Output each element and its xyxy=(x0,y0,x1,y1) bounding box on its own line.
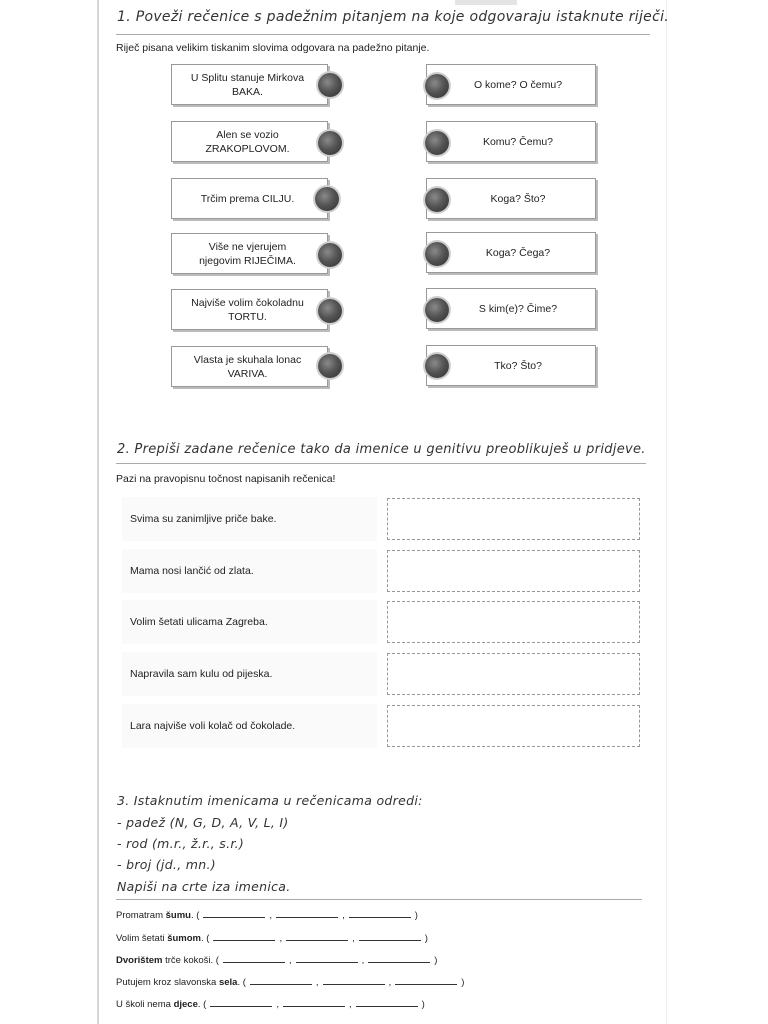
right-connector-dot[interactable] xyxy=(425,298,449,322)
answer-blank[interactable] xyxy=(210,998,272,1007)
left-sentence-line2: ZRAKOPLOVOM. xyxy=(205,142,290,155)
left-sentence-box xyxy=(171,64,328,105)
section1-instruction: Riječ pisana velikim tiskanim slovima odgovara na padežno pitanje. xyxy=(116,42,430,54)
exercise-line xyxy=(116,909,418,921)
left-sentence-line2: TORTU. xyxy=(228,310,267,323)
sentence-row: Mama nosi lančić od zlata. xyxy=(122,549,377,593)
left-connector-dot[interactable] xyxy=(318,299,342,323)
answer-blank[interactable] xyxy=(368,954,430,963)
answer-blank[interactable] xyxy=(223,954,285,963)
comma: , xyxy=(315,977,319,988)
right-connector-dot[interactable] xyxy=(425,188,449,212)
left-sentence-box xyxy=(171,178,328,219)
case-question-box: S kim(e)? Čime? xyxy=(426,288,596,329)
right-connector-dot[interactable] xyxy=(425,74,449,98)
left-sentence-line1: Najviše volim čokoladnu xyxy=(191,296,304,309)
case-question-box: Koga? Što? xyxy=(426,178,596,219)
case-question-box: Komu? Čemu? xyxy=(426,121,596,162)
right-connector-dot[interactable] xyxy=(425,354,449,378)
comma: , xyxy=(276,999,279,1010)
section2-divider xyxy=(116,463,646,464)
left-connector-dot[interactable] xyxy=(318,243,342,267)
close-paren: ) xyxy=(434,955,438,966)
left-sentence-box xyxy=(171,233,328,274)
section3-divider xyxy=(116,899,642,900)
right-connector-dot[interactable] xyxy=(425,242,449,266)
page-left-border xyxy=(97,0,99,1024)
answer-blank[interactable] xyxy=(213,932,275,941)
answer-blank[interactable] xyxy=(356,998,418,1007)
comma: , xyxy=(342,910,345,921)
answer-blank[interactable] xyxy=(359,932,421,941)
close-paren: ) xyxy=(414,910,418,921)
answer-blank[interactable] xyxy=(250,976,312,985)
answer-box[interactable] xyxy=(387,705,640,747)
left-connector-dot[interactable] xyxy=(315,187,339,211)
comma: , xyxy=(269,910,273,921)
exercise-text: Promatram xyxy=(116,910,166,921)
top-tab xyxy=(455,0,517,5)
sentence-row: Lara najviše voli kolač od čokolade. xyxy=(122,704,377,748)
exercise-text: Volim šetati xyxy=(116,933,168,944)
sentence-row: Napravila sam kulu od pijeska. xyxy=(122,652,377,696)
left-sentence-box xyxy=(171,346,328,387)
answer-blank[interactable] xyxy=(276,909,338,918)
exercise-text: . ( xyxy=(201,933,210,944)
section2-instruction: Pazi na pravopisnu točnost napisanih rečenica! xyxy=(116,473,336,485)
comma: , xyxy=(361,955,365,966)
answer-box[interactable] xyxy=(387,550,640,592)
left-sentence-box xyxy=(171,289,328,330)
sentence-row: Volim šetati ulicama Zagreba. xyxy=(122,600,377,644)
exercise-text: . ( xyxy=(237,977,246,988)
exercise-noun: šumu xyxy=(165,910,191,921)
section1-title: 1. Poveži rečenice s padežnim pitanjem na koje odgovaraju istaknute riječi. xyxy=(117,9,670,25)
exercise-text: . ( xyxy=(190,910,200,921)
left-sentence-line1: Alen se vozio xyxy=(216,128,279,141)
sentence-row: Svima su zanimljive priče bake. xyxy=(122,497,377,541)
exercise-text: U školi nema xyxy=(116,999,174,1010)
left-sentence-line1: Vlasta je skuhala lonac xyxy=(193,353,302,366)
exercise-noun: šumom xyxy=(167,933,202,944)
section3-line: - padež (N, G, D, A, V, L, I) xyxy=(117,815,289,830)
comma: , xyxy=(348,999,352,1010)
exercise-text: trče kokoši. ( xyxy=(162,955,219,966)
exercise-line xyxy=(116,932,428,944)
close-paren: ) xyxy=(424,933,428,944)
exercise-noun: sela xyxy=(218,977,238,988)
answer-blank[interactable] xyxy=(323,976,385,985)
left-connector-dot[interactable] xyxy=(318,73,342,97)
right-connector-dot[interactable] xyxy=(425,131,449,155)
answer-blank[interactable] xyxy=(395,976,457,985)
close-paren: ) xyxy=(461,977,465,988)
exercise-text: . ( xyxy=(197,999,207,1010)
answer-box[interactable] xyxy=(387,601,640,643)
case-question-box: O kome? O čemu? xyxy=(426,64,596,105)
section3-line: Napiši na crte iza imenica. xyxy=(117,879,291,894)
exercise-noun: Dvorištem xyxy=(116,955,163,966)
exercise-text: Putujem kroz slavonska xyxy=(116,977,219,988)
comma: , xyxy=(279,933,283,944)
left-sentence-line1: U Splitu stanuje Mirkova xyxy=(190,71,305,84)
left-connector-dot[interactable] xyxy=(318,131,342,155)
case-question-box: Tko? Što? xyxy=(426,345,596,386)
close-paren: ) xyxy=(421,999,425,1010)
exercise-noun: djece xyxy=(173,999,198,1010)
answer-blank[interactable] xyxy=(283,998,345,1007)
case-question-box: Koga? Čega? xyxy=(426,232,596,273)
answer-blank[interactable] xyxy=(296,954,358,963)
left-sentence-line2: BAKA. xyxy=(232,85,263,98)
section2-title: 2. Prepiši zadane rečenice tako da imenice u genitivu preoblikuješ u pridjeve. xyxy=(117,442,646,457)
answer-blank[interactable] xyxy=(203,909,265,918)
answer-blank[interactable] xyxy=(349,909,411,918)
left-sentence-line1: Trčim prema CILJU. xyxy=(200,192,295,205)
comma: , xyxy=(388,977,392,988)
exercise-line xyxy=(116,976,464,988)
left-sentence-line2: VARIVA. xyxy=(227,367,268,380)
exercise-line xyxy=(116,998,425,1010)
section3-line: - rod (m.r., ž.r., s.r.) xyxy=(117,836,245,851)
comma: , xyxy=(288,955,292,966)
comma: , xyxy=(352,933,355,944)
section1-divider xyxy=(116,34,650,35)
answer-box[interactable] xyxy=(387,653,640,695)
left-sentence-line2: njegovim RIJEČIMA. xyxy=(199,254,296,267)
left-connector-dot[interactable] xyxy=(318,354,342,378)
section3-title: 3. Istaknutim imenicama u rečenicama odredi: xyxy=(117,793,423,808)
section3-line: - broj (jd., mn.) xyxy=(117,857,216,872)
answer-box[interactable] xyxy=(387,498,640,540)
left-sentence-line1: Više ne vjerujem xyxy=(208,240,287,253)
exercise-line xyxy=(116,954,437,966)
left-sentence-box xyxy=(171,121,328,162)
answer-blank[interactable] xyxy=(286,932,348,941)
page-right-border xyxy=(666,0,667,1024)
